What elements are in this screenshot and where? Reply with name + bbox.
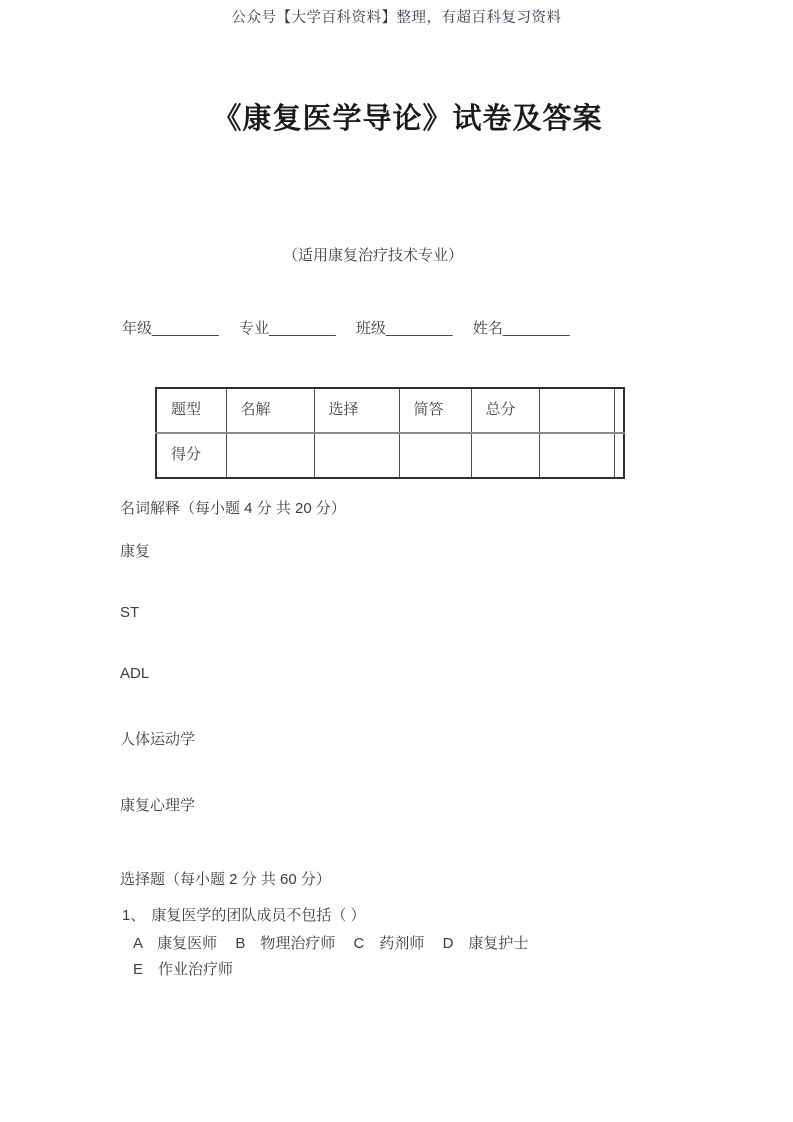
table-cell-empty	[226, 433, 314, 478]
grade-label: 年级	[122, 320, 153, 337]
table-cell-choice: 选择	[314, 388, 399, 433]
table-cell-empty	[539, 433, 614, 478]
class-label: 班级	[355, 320, 386, 337]
table-cell-empty-narrow	[614, 388, 624, 433]
option-c: C 药剂师	[353, 935, 425, 952]
question-1	[122, 904, 366, 925]
student-info-line	[122, 317, 586, 338]
table-cell-short-answer: 简答	[399, 388, 471, 433]
glossary-term-adl: ADL	[120, 665, 150, 682]
question-1-number: 1、	[122, 907, 146, 924]
applicable-major-subtitle: （适用康复治疗技术专业）	[283, 247, 464, 264]
score-table-header-row	[156, 388, 624, 433]
name-label: 姓名	[472, 320, 503, 337]
option-e: E 作业治疗师	[133, 961, 234, 978]
glossary-term-rehab-psychology: 康复心理学	[120, 797, 196, 814]
class-field	[356, 320, 453, 337]
glossary-section-heading: 名词解释（每小题 4 分 共 20 分）	[120, 500, 346, 517]
multiple-choice-section-heading: 选择题（每小题 2 分 共 60 分）	[120, 871, 331, 888]
option-b: B 物理治疗师	[235, 935, 336, 952]
table-cell-empty	[399, 433, 471, 478]
question-1-options-row-1	[133, 932, 542, 953]
name-blank: ________	[502, 320, 570, 337]
table-cell-empty	[471, 433, 539, 478]
table-cell-glossary: 名解	[226, 388, 314, 433]
name-field	[473, 320, 570, 337]
question-1-options-row-2	[133, 958, 247, 979]
glossary-term-st: ST	[120, 604, 140, 621]
table-cell-empty	[539, 388, 614, 433]
option-d: D 康复护士	[442, 935, 529, 952]
question-1-text: 康复医学的团队成员不包括（ ）	[151, 907, 366, 924]
glossary-term-rehabilitation: 康复	[120, 543, 151, 560]
major-blank: ________	[268, 320, 336, 337]
grade-blank: ________	[152, 320, 219, 337]
major-label: 专业	[238, 320, 269, 337]
table-cell-question-type: 题型	[156, 388, 226, 433]
score-table-score-row	[156, 433, 624, 478]
score-table	[155, 387, 625, 479]
class-blank: ________	[385, 320, 453, 337]
table-cell-score-label: 得分	[156, 433, 226, 478]
public-account-header-note: 公众号【大学百科资料】整理，有超百科复习资料	[231, 10, 562, 26]
grade-field	[122, 320, 219, 337]
major-field	[239, 320, 336, 337]
option-a: A 康复医师	[133, 935, 218, 952]
table-cell-empty-narrow	[614, 433, 624, 478]
table-cell-empty	[314, 433, 399, 478]
page-title: 《康复医学导论》试卷及答案	[212, 103, 603, 135]
table-cell-total: 总分	[471, 388, 539, 433]
glossary-term-kinesiology: 人体运动学	[120, 731, 196, 748]
